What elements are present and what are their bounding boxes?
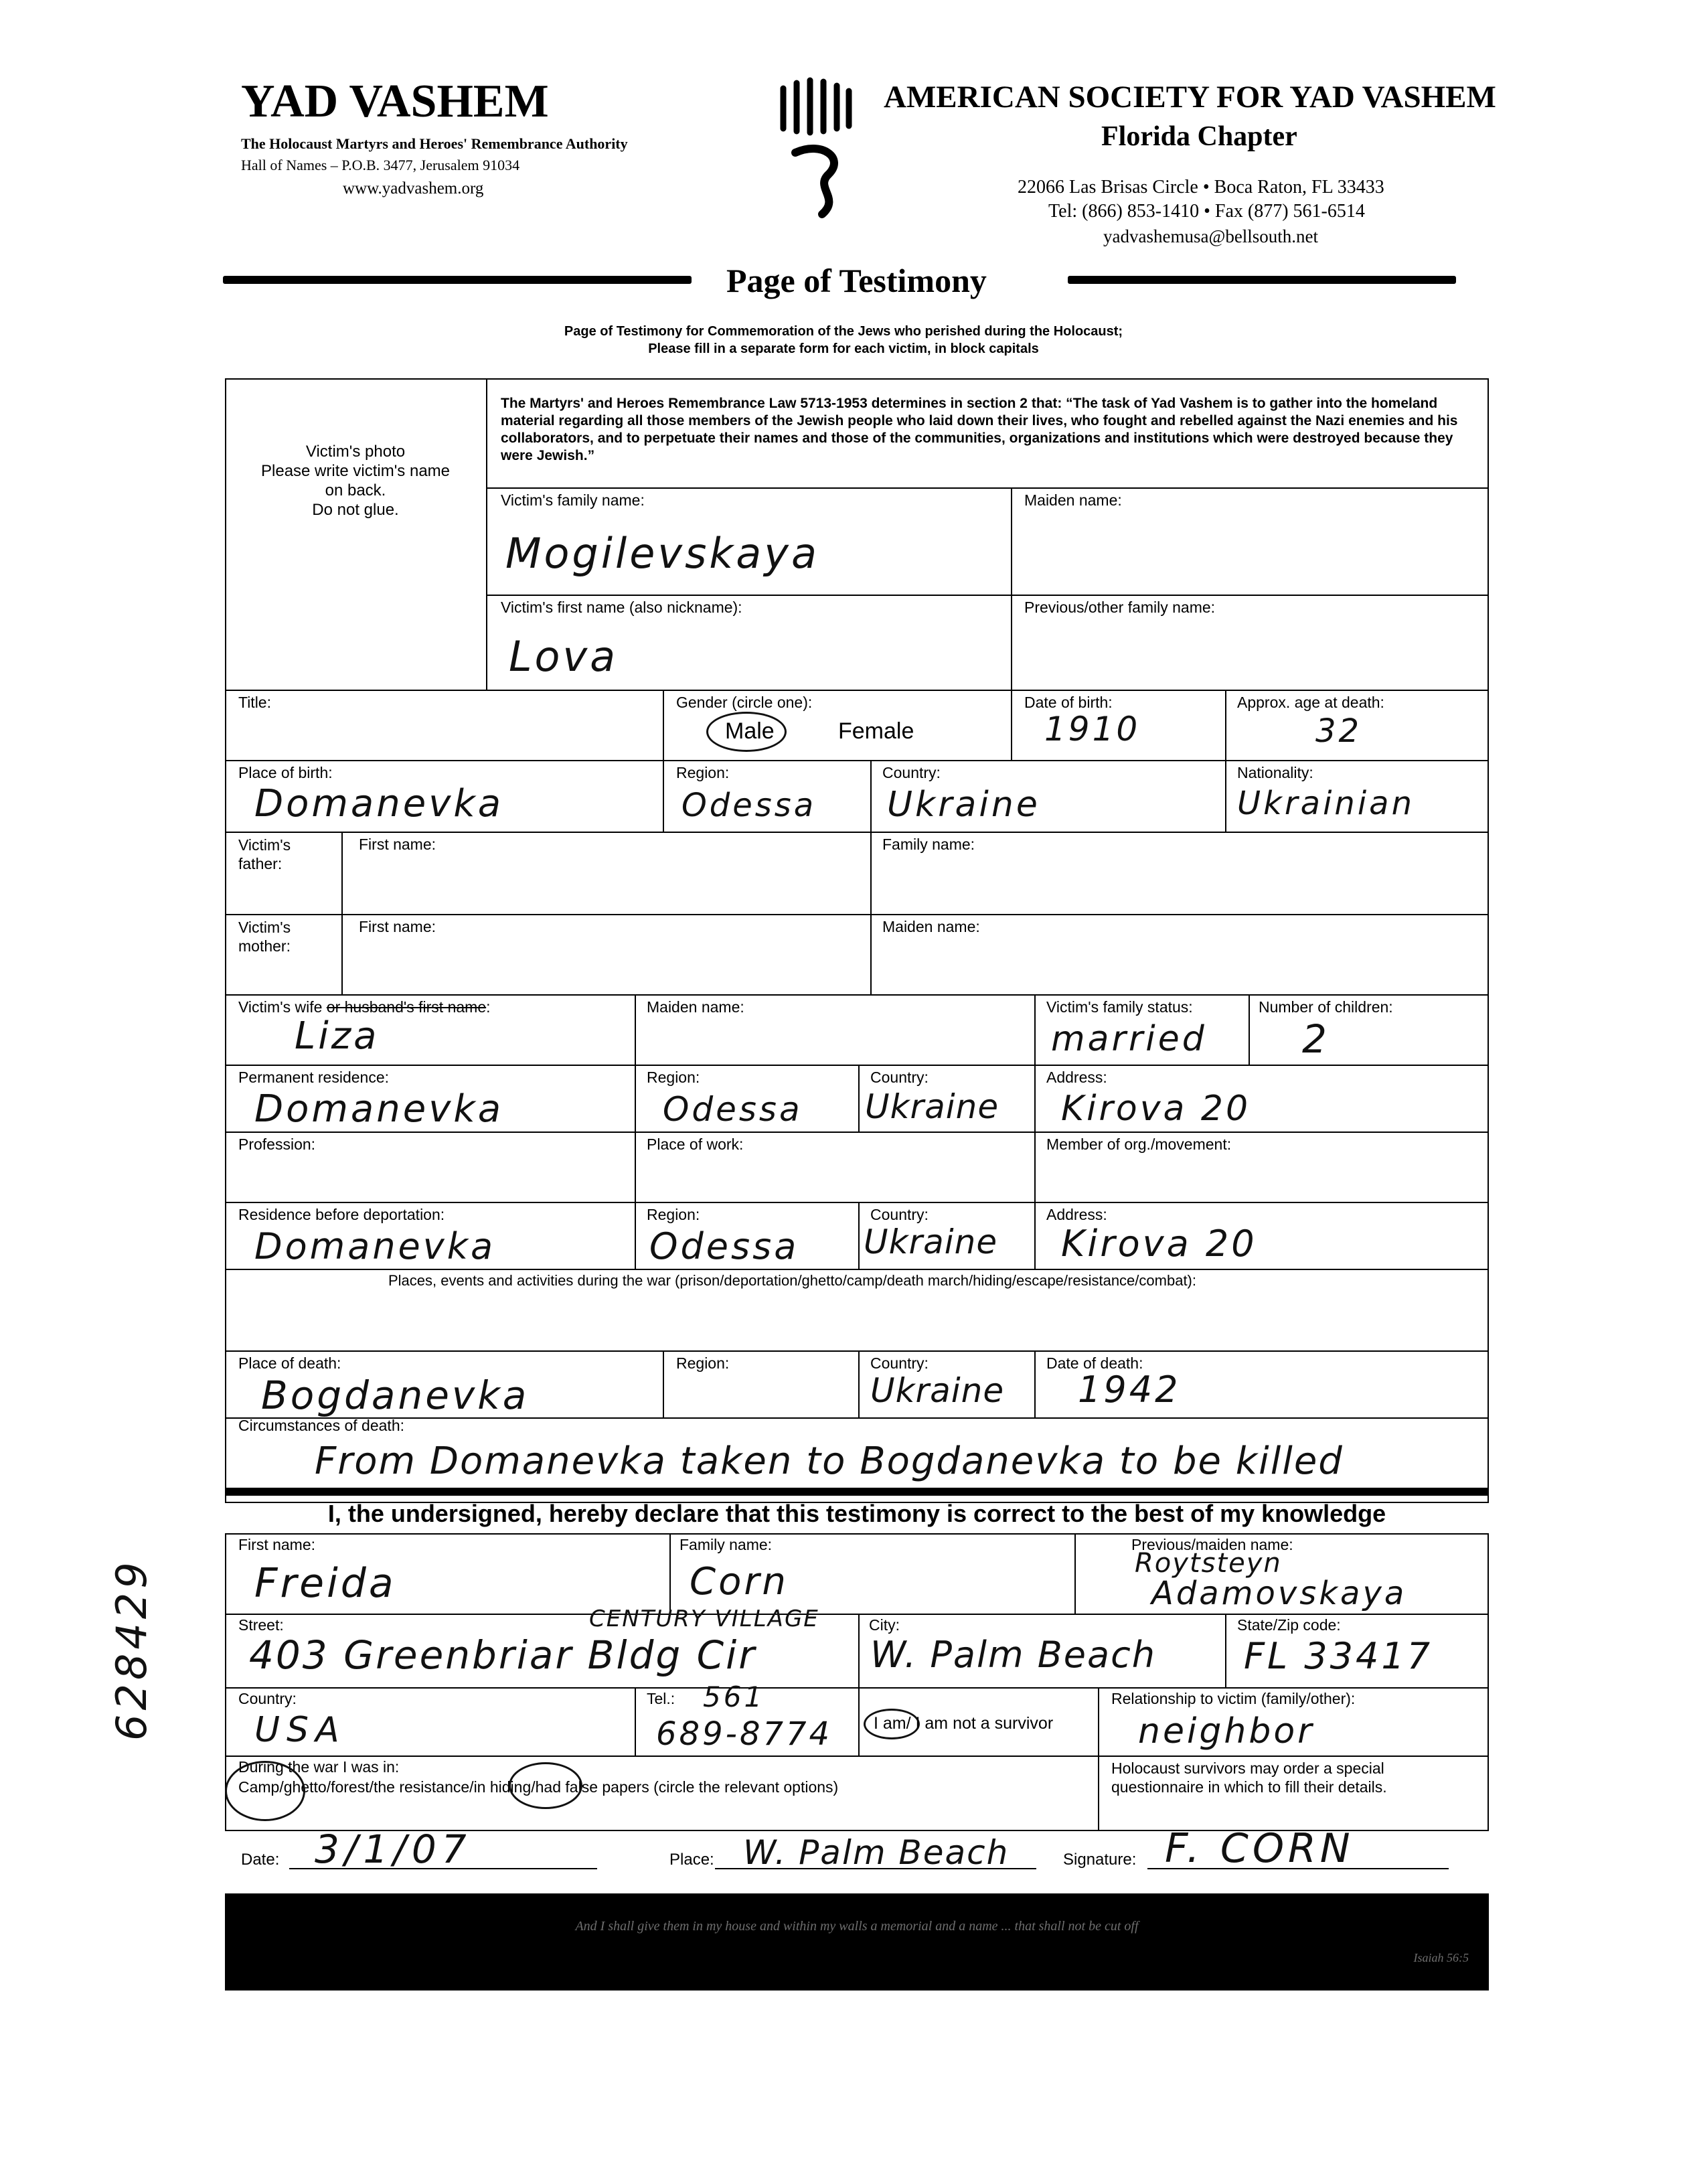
tel-label: Tel.: (647, 1690, 675, 1707)
mother-first-label: First name: (359, 918, 436, 935)
footer-reference: Isaiah 56:5 (1413, 1951, 1469, 1964)
maiden-name-label: Maiden name: (1024, 491, 1122, 509)
date-death-label: Date of death: (1046, 1354, 1143, 1372)
camp-circle (225, 1761, 305, 1821)
num-children-field[interactable]: 2 (1302, 1016, 1330, 1062)
during-war-label: During the war I was in: (238, 1758, 400, 1776)
perm-address-label: Address: (1046, 1069, 1107, 1086)
photo-instruction-3: on back. (325, 481, 386, 499)
place-field[interactable]: W. Palm Beach (743, 1833, 1010, 1872)
sub-country-label: Country: (238, 1690, 297, 1707)
signature-field[interactable]: F. CORN (1165, 1825, 1354, 1872)
res-before-label: Residence before deportation: (238, 1206, 445, 1223)
survivor-option[interactable]: I am/ I am not a survivor (874, 1714, 1054, 1733)
sub-family-field[interactable]: Corn (690, 1560, 789, 1604)
wife-label: Victim's wife or husband's first name: (238, 998, 491, 1016)
sub-country-field[interactable]: USA (254, 1710, 346, 1750)
places-events-field[interactable] (238, 1296, 1477, 1342)
wife-maiden-field[interactable] (647, 1021, 1022, 1061)
declaration-rule (225, 1488, 1489, 1496)
sub-prev-field-2[interactable]: Adamovskaya (1151, 1575, 1407, 1612)
mother-maiden-field[interactable] (882, 941, 1471, 988)
perm-country-field[interactable]: Ukraine (865, 1087, 999, 1126)
society-email: yadvashemusa@bellsouth.net (1103, 226, 1319, 246)
res-before-field[interactable]: Domanevka (254, 1225, 496, 1267)
father-label: Victim's father: (238, 836, 291, 872)
perm-address-field[interactable]: Kirova 20 (1061, 1089, 1251, 1129)
father-first-field[interactable] (359, 860, 854, 907)
city-field[interactable]: W. Palm Beach (870, 1634, 1157, 1676)
place-death-label: Place of death: (238, 1354, 341, 1372)
father-first-label: First name: (359, 836, 436, 853)
family-status-label: Victim's family status: (1046, 998, 1193, 1016)
date-death-field[interactable]: 1942 (1078, 1369, 1181, 1411)
before-address-label: Address: (1046, 1206, 1107, 1223)
dob-field[interactable]: 1910 (1044, 710, 1141, 749)
survivors-note-1: Holocaust survivors may order a special (1111, 1760, 1384, 1777)
profession-field[interactable] (238, 1158, 620, 1195)
before-country-label: Country: (870, 1206, 929, 1223)
nationality-field[interactable]: Ukrainian (1237, 785, 1415, 822)
law-text: The Martyrs' and Heroes Remembrance Law 5713-1953 determines in section 2 that: “The task of Yad Vashem is to gather into the homeland material regarding all those members of the Jewish people who laid down their lives, who fought and rebelled against the Nazi enemies and his collaborators, and to perpetuate their names and those of the communities, organizations and institutions which were destroyed because they were Jewish.” (501, 396, 1458, 463)
footer-band (225, 1893, 1489, 1991)
before-region-field[interactable]: Odessa (649, 1225, 799, 1267)
perm-country-label: Country: (870, 1069, 929, 1086)
first-name-field[interactable]: Lova (509, 632, 619, 681)
father-family-field[interactable] (882, 860, 1471, 907)
title-rule-right (1068, 276, 1456, 284)
circumstances-field[interactable]: From Domanevka taken to Bogdanevka to be killed (315, 1439, 1344, 1483)
sub-first-label: First name: (238, 1536, 316, 1553)
place-of-work-label: Place of work: (647, 1136, 744, 1153)
death-country-label: Country: (870, 1354, 929, 1372)
family-name-field[interactable]: Mogilevskaya (505, 529, 819, 578)
title-label: Title: (238, 694, 271, 711)
father-family-label: Family name: (882, 836, 975, 853)
yad-vashem-logo (775, 74, 856, 221)
tel-number-field[interactable]: 689-8774 (656, 1715, 833, 1753)
death-region-label: Region: (676, 1354, 730, 1372)
street-field[interactable]: 403 Greenbriar Bldg Cir (249, 1632, 757, 1678)
sub-prev-field-1[interactable]: Roytsteyn (1135, 1548, 1282, 1579)
perm-region-field[interactable]: Odessa (663, 1090, 803, 1129)
mother-label: Victim's mother: (238, 919, 291, 955)
family-name-label: Victim's family name: (501, 491, 645, 509)
signature-label: Signature: (1063, 1851, 1137, 1869)
profession-label: Profession: (238, 1136, 316, 1153)
prev-family-name-field[interactable] (1024, 623, 1473, 683)
page-title: Page of Testimony (726, 262, 987, 299)
during-war-options[interactable]: Camp/ghetto/forest/the resistance/in hiding/had false papers (circle the relevant options) (238, 1778, 839, 1796)
century-village-note: CENTURY VILLAGE (589, 1606, 819, 1632)
perm-res-field[interactable]: Domanevka (254, 1087, 504, 1131)
dob-label: Date of birth: (1024, 694, 1113, 711)
age-label: Approx. age at death: (1237, 694, 1384, 711)
authority-line: The Holocaust Martyrs and Heroes' Remembrance Authority (241, 135, 628, 152)
pob-region-field[interactable]: Odessa (681, 787, 817, 824)
before-address-field[interactable]: Kirova 20 (1061, 1223, 1257, 1265)
family-status-field[interactable]: married (1051, 1019, 1207, 1059)
wife-name-field[interactable]: Liza (295, 1014, 380, 1058)
place-of-work-field[interactable] (647, 1158, 1022, 1195)
society-phone: Tel: (866) 853-1410 • Fax (877) 561-6514 (1048, 201, 1365, 222)
survivors-note-2: questionnaire in which to fill their details. (1111, 1778, 1387, 1796)
american-society-title: AMERICAN SOCIETY FOR YAD VASHEM (884, 80, 1496, 114)
hiding-circle (509, 1762, 582, 1809)
pob-country-label: Country: (882, 764, 941, 781)
place-label: Place: (669, 1851, 714, 1869)
num-children-label: Number of children: (1259, 998, 1393, 1016)
pob-field[interactable]: Domanevka (254, 782, 504, 826)
first-name-label: Victim's first name (also nickname): (501, 599, 742, 616)
date-label: Date: (241, 1851, 280, 1869)
yad-vashem-title: YAD VASHEM (241, 76, 549, 127)
prev-family-name-label: Previous/other family name: (1024, 599, 1216, 616)
footer-quote: And I shall give them in my house and within my walls a memorial and a name ... that shall not be cut off (575, 1919, 1139, 1934)
maiden-name-field[interactable] (1024, 516, 1473, 582)
before-region-label: Region: (647, 1206, 700, 1223)
pob-region-label: Region: (676, 764, 730, 781)
perm-res-label: Permanent residence: (238, 1069, 390, 1086)
sub-first-field[interactable]: Freida (254, 1560, 396, 1607)
member-org-label: Member of org./movement: (1046, 1136, 1232, 1153)
pob-label: Place of birth: (238, 764, 333, 781)
title-rule-left (223, 276, 692, 284)
mother-maiden-label: Maiden name: (882, 918, 980, 935)
pob-country-field[interactable]: Ukraine (887, 785, 1040, 825)
before-country-field[interactable]: Ukraine (864, 1223, 998, 1261)
intro-line-2: Please fill in a separate form for each victim, in block capitals (648, 341, 1039, 356)
relationship-label: Relationship to victim (family/other): (1111, 1690, 1356, 1707)
gender-female-option[interactable]: Female (838, 718, 914, 744)
age-field[interactable]: 32 (1315, 712, 1362, 750)
state-zip-label: State/Zip code: (1237, 1616, 1341, 1634)
date-field[interactable]: 3/1/07 (315, 1826, 472, 1872)
member-org-field[interactable] (1046, 1158, 1475, 1195)
website: www.yadvashem.org (343, 179, 484, 198)
wife-maiden-label: Maiden name: (647, 998, 744, 1016)
tel-area-field[interactable]: 561 (703, 1681, 765, 1713)
victim-photo-box[interactable] (238, 442, 473, 520)
society-address: 22066 Las Brisas Circle • Boca Raton, FL 33433 (1018, 177, 1384, 198)
place-death-field[interactable]: Bogdanevka (261, 1373, 530, 1418)
declaration-text: I, the undersigned, hereby declare that this testimony is correct to the best of my knowledge (327, 1500, 1386, 1527)
margin-record-number: 628429 (107, 1558, 156, 1741)
gender-male-option[interactable]: Male (725, 718, 775, 744)
relationship-field[interactable]: neighbor (1138, 1711, 1315, 1751)
photo-instruction-1: Victim's photo (305, 443, 406, 461)
city-label: City: (869, 1616, 900, 1634)
circumstances-label: Circumstances of death: (238, 1417, 405, 1434)
chapter-name: Florida Chapter (1101, 121, 1297, 152)
hall-of-names-line: Hall of Names – P.O.B. 3477, Jerusalem 91034 (241, 157, 520, 173)
perm-region-label: Region: (647, 1069, 700, 1086)
photo-instruction-4: Do not glue. (312, 501, 399, 519)
photo-instruction-2: Please write victim's name (261, 462, 450, 480)
gender-label: Gender (circle one): (676, 694, 813, 711)
nationality-label: Nationality: (1237, 764, 1313, 781)
death-country-field[interactable]: Ukraine (870, 1371, 1005, 1410)
mother-first-field[interactable] (359, 941, 854, 988)
intro-line-1: Page of Testimony for Commemoration of the Jews who perished during the Holocaust; (564, 324, 1123, 339)
death-region-field[interactable] (676, 1376, 843, 1413)
street-label: Street: (238, 1616, 284, 1634)
sub-prev-label: Previous/maiden name: (1131, 1536, 1293, 1553)
places-events-label: Places, events and activities during the war (prison/deportation/ghetto/camp/death march/hiding/escape/resistance/combat): (388, 1272, 1196, 1289)
state-zip-field[interactable]: FL 33417 (1244, 1635, 1433, 1677)
sub-family-label: Family name: (679, 1536, 773, 1553)
